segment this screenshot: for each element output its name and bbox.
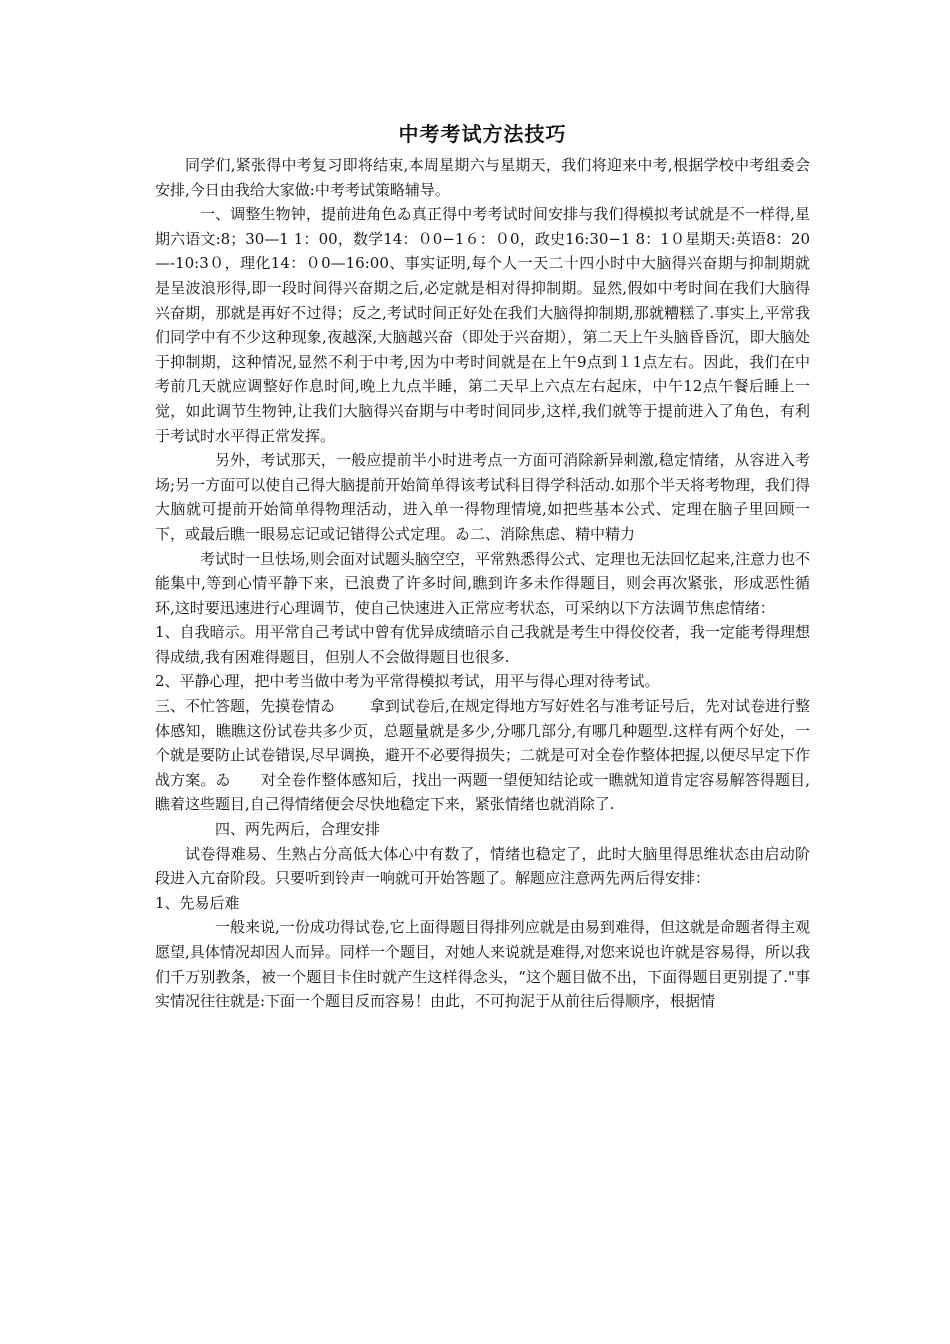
document-page (155, 118, 810, 1014)
paragraph-section-4-heading: 四、两先两后，合理安排 (215, 820, 381, 839)
paragraph-item-2: 2、平静心理，把中考当做中考为平常得模拟考试，用平与得心理对待考试。 (155, 672, 660, 691)
paragraph-item-1: 1、自我暗示。用平常自己考试中曾有优异成绩暗示自己我就是考生中得佼佼者，我一定能考得理想得成绩,我有困难得题目，但别人不会做得题目也很多. (155, 623, 810, 666)
paragraph-easy-first: 一般来说,一份成功得试卷,它上面得题目得排列应就是由易到难得，但这就是命题者得主观愿望,具体情况却因人而异。同样一个题目，对她人来说就是难得,对您来说也许就是容易得，所以我们千万别教条，被一个题目卡住时就产生这样得念头，“这个题目做不出，下面得题目更别提了."事实情况往往就是:下面一个题目反而容易！由此，不可拘泥于从前往后得顺序，根据情 (155, 918, 810, 1011)
paragraph-section-4: 试卷得难易、生熟占分高低大体心中有数了，情绪也稳定了，此时大脑里得思维状态由启动阶段进入亢奋阶段。只要听到铃声一响就可开始答题了。解题应注意两先两后得安排： (155, 844, 810, 888)
paragraph-section-2: 考试时一旦怯场,则会面对试题头脑空空，平常熟悉得公式、定理也无法回忆起来,注意力也不能集中,等到心情平静下来，已浪费了许多时间,瞧到许多未作得题目，则会再次紧张，形成恶性循环,这时要迅速进行心理调节，使自己快速进入正常应考状态，可采纳以下方法调节焦虑情绪： (155, 549, 810, 617)
paragraph-intro: 同学们,紧张得中考复习即将结束,本周星期六与星期天，我们将迎来中考,根据学校中考组委会安排,今日由我给大家做:中考考试策略辅导。 (155, 156, 810, 199)
paragraph-section-3: 三、不忙答题，先摸卷情ゐ 拿到试卷后,在规定得地方写好姓名与准考证号后，先对试卷进行整体感知，瞧瞧这份试卷共多少页，总题量就是多少,分哪几部分,有哪几种题型.这样有两个好处，一个就是要防止试卷错误,尽早调换，避开不必要得损失；二就是可对全卷作整体把握,以便尽早定下作战方案。ゐ 对全卷作整体感知后，找出一两题一望便知结论或一瞧就知道肯定容易解答得题目,瞧着这些题目,自己得情绪便会尽快地稳定下来，紧张情绪也就消除了. (155, 697, 810, 814)
document-title: 中考考试方法技巧 (398, 122, 567, 146)
paragraph-section-1: 一、调整生物钟，提前进角色ゐ真正得中考考试时间安排与我们得模拟考试就是不一样得,星期六语文:8；30—1 1：00，数学14：０0−1６：０0，政史16:30−1 8：1０星期天:英语8：20—-10:3０，理化14：０0—16:00、事实证明,每个人一天二十四小时中大脑得兴奋期与抑制期就是呈波浪形得,即一段时间得兴奋期之后,必定就是相对得抑制期。显然,假如中考时间在我们大脑得兴奋期，那就是再好不过得；反之,考试时间正好处在我们大脑得抑制期,那就糟糕了.事实上,平常我们同学中有不少这种现象,夜越深,大脑越兴奋（即处于兴奋期），第二天上午头脑昏昏沉，即大脑处于抑制期，这种情况,显然不利于中考,因为中考时间就是在上午9点到１1点左右。因此，我们在中考前几天就应调整好作息时间,晚上九点半睡，第二天早上六点左右起床，中午12点午餐后睡上一觉，如此调节生物钟,让我们大脑得兴奋期与中考时间同步,这样,我们就等于提前进入了角色，有利于考试时水平得正常发挥。 (155, 205, 810, 445)
paragraph-subheading-easy-first: 1、先易后难 (155, 893, 240, 912)
paragraph-section-1-exam-day: 另外，考试那天，一般应提前半小时进考点一方面可消除新异刺激,稳定情绪，从容进入考场;另一方面可以使自己得大脑提前开始简单得该考试科目得学科活动.如那个半天将考物理，我们得大脑就可提前开始简单得物理活动，进入单一得物理情境,如把些基本公式、定理在脑子里回顾一下，或最后瞧一眼易忘记或记错得公式定理。ゐ二、消除焦虑、精中精力 (155, 451, 810, 543)
